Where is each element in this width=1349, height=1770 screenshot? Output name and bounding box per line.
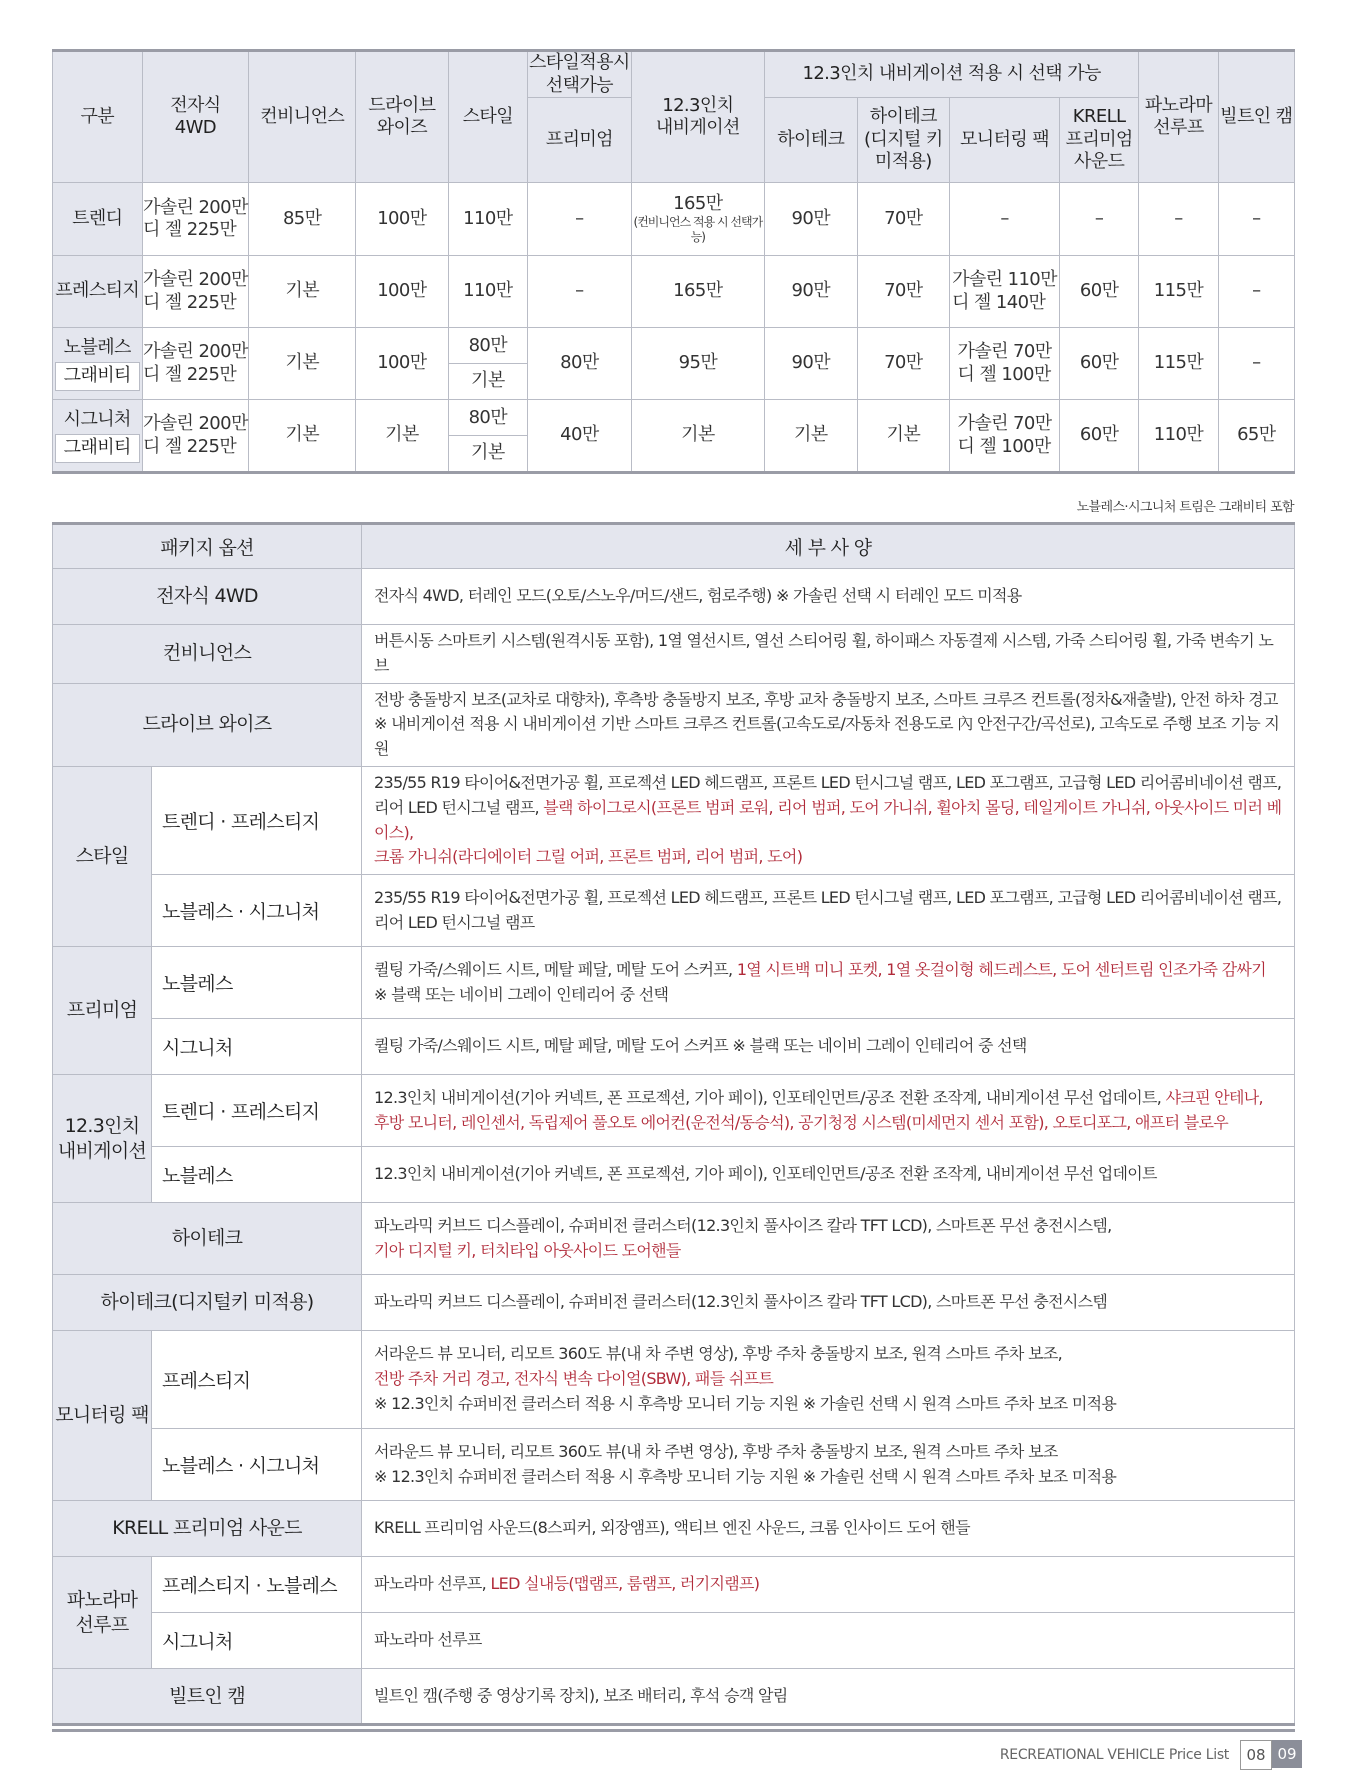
package-detail: 서라운드 뷰 모니터, 리모트 360도 뷰(내 차 주변 영상), 후방 주차 충돌방지 보조, 원격 스마트 주차 보조, 전방 주차 거리 경고, 전자식 변속 다이얼(SBW), 패들 쉬프트 ※ 12.3인치 슈퍼비전 클러스터 적용 시 후측방 모니터 기능 지원 ※ 가솔린 선택 시 원격 스마트 주차 보조 미적용 xyxy=(362,1331,1295,1429)
package-sublabel: 노블레스 xyxy=(152,1147,362,1203)
package-label: 드라이브 와이즈 xyxy=(53,683,362,766)
style-sub-price: 기본 xyxy=(449,363,527,393)
nav-note: (컨비니언스 적용 시 선택가능) xyxy=(633,215,763,245)
hitech-price: 90만 xyxy=(764,328,857,400)
table-row xyxy=(53,256,1295,328)
package-detail: KRELL 프리미엄 사운드(8스피커, 외장앰프), 액티브 엔진 사운드, 크롬 인사이드 도어 핸들 xyxy=(362,1501,1295,1557)
hitech-price: 기본 xyxy=(764,400,857,473)
package-detail: 235/55 R19 타이어&전면가공 휠, 프로젝션 LED 헤드램프, 프론트 LED 턴시그널 램프, LED 포그램프, 고급형 LED 리어콤비네이션 램프, 리어 LED 턴시그널 램프 xyxy=(362,875,1295,947)
package-sublabel: 트렌디 · 프레스티지 xyxy=(152,766,362,874)
package-detail: 235/55 R19 타이어&전면가공 휠, 프로젝션 LED 헤드램프, 프론트 LED 턴시그널 램프, LED 포그램프, 고급형 LED 리어콤비네이션 램프, 리어 LED 턴시그널 램프, 블랙 하이그로시(프론트 범퍼 로워, 리어 범퍼, 도어 가니쉬, 휠아치 몰딩, 테일게이트 가니쉬, 아웃사이드 미러 베이스), 크롬 가니쉬(라디에이터 그릴 어퍼, 프론트 범퍼, 리어 범퍼, 도어) xyxy=(362,766,1295,874)
package-detail: 파노라믹 커브드 디스플레이, 슈퍼비전 클러스터(12.3인치 풀사이즈 칼라 TFT LCD), 스마트폰 무선 충전시스템 xyxy=(362,1275,1295,1331)
header-builtin-cam: 빌트인 캠 xyxy=(1218,51,1294,183)
price-table xyxy=(52,49,1295,474)
header-style-group: 스타일적용시 선택가능 xyxy=(528,52,630,96)
package-label: 파노라마 선루프 xyxy=(53,1557,152,1669)
table-row xyxy=(53,1203,1295,1275)
table-row xyxy=(53,625,1295,684)
package-detail: 파노라마 선루프 xyxy=(362,1613,1295,1669)
header-awd: 전자식 4WD xyxy=(142,51,249,183)
premium-price: 80만 xyxy=(527,328,631,400)
panorama-price: 115만 xyxy=(1139,328,1218,400)
table-row xyxy=(53,875,1295,947)
nav-price: 95만 xyxy=(631,328,764,400)
builtin-cam-price: 65만 xyxy=(1218,400,1294,473)
package-label: 스타일 xyxy=(53,766,152,946)
monitoring-price: 가솔린 70만 디 젤 100만 xyxy=(950,328,1060,400)
header-convenience: 컨비니언스 xyxy=(249,51,356,183)
table-row xyxy=(53,1669,1295,1725)
awd-price: 가솔린 200만 디 젤 225만 xyxy=(142,400,249,473)
hitech-nodk-price: 70만 xyxy=(857,328,950,400)
premium-price: 40만 xyxy=(527,400,631,473)
package-detail: 12.3인치 내비게이션(기아 커넥트, 폰 프로젝션, 기아 페이), 인포테인먼트/공조 전환 조작계, 내비게이션 무선 업데이트, 샤크핀 안테나, 후방 모니터, 레인센서, 독립제어 풀오토 에어컨(운전석/동승석), 공기청정 시스템(미세먼지 센서 포함), 오토디포그, 애프터 블로우 xyxy=(362,1075,1295,1147)
package-sublabel: 노블레스 · 시그니처 xyxy=(152,875,362,947)
package-detail: 파노라마 선루프, LED 실내등(맵램프, 룸램프, 러기지램프) xyxy=(362,1557,1295,1613)
package-sublabel: 시그니처 xyxy=(152,1613,362,1669)
table-row xyxy=(53,766,1295,874)
package-detail: 서라운드 뷰 모니터, 리모트 360도 뷰(내 차 주변 영상), 후방 주차 충돌방지 보조, 원격 스마트 주차 보조 ※ 12.3인치 슈퍼비전 클러스터 적용 시 후측방 모니터 기능 지원 ※ 가솔린 선택 시 원격 스마트 주차 보조 미적용 xyxy=(362,1429,1295,1501)
package-sublabel: 트렌디 · 프레스티지 xyxy=(152,1075,362,1147)
table-row xyxy=(53,1019,1295,1075)
builtin-cam-price: – xyxy=(1218,183,1294,256)
table-row xyxy=(53,683,1295,766)
monitoring-price: 가솔린 110만 디 젤 140만 xyxy=(950,256,1060,328)
panorama-price: 115만 xyxy=(1139,256,1218,328)
header-panorama: 파노라마 선루프 xyxy=(1139,51,1218,183)
package-label: 하이테크 xyxy=(53,1203,362,1275)
package-sublabel: 프레스티지 xyxy=(152,1331,362,1429)
package-label: KRELL 프리미엄 사운드 xyxy=(53,1501,362,1557)
hitech-nodk-price: 70만 xyxy=(857,183,950,256)
table-row xyxy=(53,1147,1295,1203)
trim-label: 프레스티지 xyxy=(53,256,143,328)
hitech-price: 90만 xyxy=(764,256,857,328)
hitech-nodk-price: 70만 xyxy=(857,256,950,328)
trim-label: 시그니처 그래비티 xyxy=(53,400,143,473)
footer-divider xyxy=(52,1729,1295,1732)
package-detail: 전방 충돌방지 보조(교차로 대향차), 후측방 충돌방지 보조, 후방 교차 충돌방지 보조, 스마트 크루즈 컨트롤(정차&재출발), 안전 하차 경고 ※ 내비게이션 적용 시 내비게이션 기반 스마트 크루즈 컨트롤(고속도로/자동차 전용도로 內 안전구간/곡선로), 고속도로 주행 보조 기능 지원 xyxy=(362,683,1295,766)
premium-price: – xyxy=(527,183,631,256)
table-row xyxy=(53,1075,1295,1147)
style-sub-price: 기본 xyxy=(449,435,527,465)
package-detail: 12.3인치 내비게이션(기아 커넥트, 폰 프로젝션, 기아 페이), 인포테인먼트/공조 전환 조작계, 내비게이션 무선 업데이트 xyxy=(362,1147,1295,1203)
header-style: 스타일 xyxy=(448,51,527,183)
header-hitech-nodk: 하이테크 (디지털 키 미적용) xyxy=(857,98,950,183)
awd-price: 가솔린 200만 디 젤 225만 xyxy=(142,256,249,328)
package-detail: 전자식 4WD, 터레인 모드(오토/스노우/머드/샌드, 험로주행) ※ 가솔린 선택 시 터레인 모드 미적용 xyxy=(362,569,1295,625)
panorama-price: – xyxy=(1139,183,1218,256)
package-label: 전자식 4WD xyxy=(53,569,362,625)
convenience-price: 85만 xyxy=(249,183,356,256)
subtrim-label: 그래비티 xyxy=(55,434,140,463)
table-row xyxy=(53,1331,1295,1429)
header-category: 구분 xyxy=(53,51,143,183)
table-row xyxy=(53,1501,1295,1557)
header-nav: 12.3인치 내비게이션 xyxy=(631,51,764,183)
monitoring-price: 가솔린 70만 디 젤 100만 xyxy=(950,400,1060,473)
package-label: 컨비니언스 xyxy=(53,625,362,684)
hitech-price: 90만 xyxy=(764,183,857,256)
header-premium: 프리미엄 xyxy=(527,98,631,183)
package-detail: 빌트인 캠(주행 중 영상기록 장치), 보조 배터리, 후석 승객 알림 xyxy=(362,1669,1295,1725)
package-label: 모니터링 팩 xyxy=(53,1331,152,1501)
header-package-option: 패키지 옵션 xyxy=(53,524,362,569)
package-label: 프리미엄 xyxy=(53,947,152,1075)
builtin-cam-price: – xyxy=(1218,328,1294,400)
drive-wise-price: 100만 xyxy=(356,328,449,400)
subtrim-label: 그래비티 xyxy=(55,362,140,391)
package-label: 하이테크(디지털키 미적용) xyxy=(53,1275,362,1331)
table-row xyxy=(53,1557,1295,1613)
package-label: 빌트인 캠 xyxy=(53,1669,362,1725)
drive-wise-price: 100만 xyxy=(356,256,449,328)
trim-label: 노블레스 그래비티 xyxy=(53,328,143,400)
package-table xyxy=(52,522,1295,1726)
header-monitoring: 모니터링 팩 xyxy=(950,98,1060,183)
style-price: 110만 xyxy=(448,256,527,328)
trim-label: 트렌디 xyxy=(53,183,143,256)
package-detail: 버튼시동 스마트키 시스템(원격시동 포함), 1열 열선시트, 열선 스티어링 휠, 하이패스 자동결제 시스템, 가죽 스티어링 휠, 가죽 변속기 노브 xyxy=(362,625,1295,684)
convenience-price: 기본 xyxy=(249,328,356,400)
style-price: 80만 기본 xyxy=(448,400,527,473)
table-row xyxy=(53,1275,1295,1331)
panorama-price: 110만 xyxy=(1139,400,1218,473)
package-sublabel: 시그니처 xyxy=(152,1019,362,1075)
header-drive-wise: 드라이브 와이즈 xyxy=(356,51,449,183)
convenience-price: 기본 xyxy=(249,400,356,473)
page-number-right: 09 xyxy=(1272,1740,1302,1768)
header-nav-group: 12.3인치 내비게이션 적용 시 선택 가능 xyxy=(764,51,1138,98)
package-detail: 파노라믹 커브드 디스플레이, 슈퍼비전 클러스터(12.3인치 풀사이즈 칼라 TFT LCD), 스마트폰 무선 충전시스템, 기아 디지털 키, 터치타입 아웃사이드 도어핸들 xyxy=(362,1203,1295,1275)
table-row xyxy=(53,328,1295,400)
nav-price: 165만 xyxy=(631,256,764,328)
hitech-nodk-price: 기본 xyxy=(857,400,950,473)
nav-price: 기본 xyxy=(631,400,764,473)
header-krell: KRELL 프리미엄 사운드 xyxy=(1059,98,1138,183)
table-row xyxy=(53,947,1295,1019)
header-detail: 세 부 사 양 xyxy=(362,524,1295,569)
nav-price: 165만 (컨비니언스 적용 시 선택가능) xyxy=(631,183,764,256)
table-row xyxy=(53,400,1295,473)
package-label: 12.3인치 내비게이션 xyxy=(53,1075,152,1203)
package-sublabel: 노블레스 xyxy=(152,947,362,1019)
style-price: 110만 xyxy=(448,183,527,256)
header-hitech: 하이테크 xyxy=(764,98,857,183)
table-row xyxy=(53,183,1295,256)
builtin-cam-price: – xyxy=(1218,256,1294,328)
table-row xyxy=(53,1429,1295,1501)
style-price: 80만 기본 xyxy=(448,328,527,400)
krell-price: – xyxy=(1059,183,1138,256)
footer-title: RECREATIONAL VEHICLE Price List xyxy=(999,1747,1229,1763)
table-row xyxy=(53,1613,1295,1669)
krell-price: 60만 xyxy=(1059,400,1138,473)
package-sublabel: 프레스티지 · 노블레스 xyxy=(152,1557,362,1613)
krell-price: 60만 xyxy=(1059,256,1138,328)
drive-wise-price: 100만 xyxy=(356,183,449,256)
drive-wise-price: 기본 xyxy=(356,400,449,473)
monitoring-price: – xyxy=(950,183,1060,256)
trim-note: 노블레스·시그니처 트림은 그래비티 포함 xyxy=(1076,500,1294,515)
awd-price: 가솔린 200만 디 젤 225만 xyxy=(142,183,249,256)
table-row xyxy=(53,569,1295,625)
krell-price: 60만 xyxy=(1059,328,1138,400)
convenience-price: 기본 xyxy=(249,256,356,328)
page-number-left: 08 xyxy=(1240,1740,1272,1770)
package-detail: 퀼팅 가죽/스웨이드 시트, 메탈 페달, 메탈 도어 스커프, 1열 시트백 미니 포켓, 1열 옷걸이형 헤드레스트, 도어 센터트림 인조가죽 감싸기 ※ 블랙 또는 네이비 그레이 인테리어 중 선택 xyxy=(362,947,1295,1019)
awd-price: 가솔린 200만 디 젤 225만 xyxy=(142,328,249,400)
package-sublabel: 노블레스 · 시그니처 xyxy=(152,1429,362,1501)
premium-price: – xyxy=(527,256,631,328)
package-detail: 퀼팅 가죽/스웨이드 시트, 메탈 페달, 메탈 도어 스커프 ※ 블랙 또는 네이비 그레이 인테리어 중 선택 xyxy=(362,1019,1295,1075)
